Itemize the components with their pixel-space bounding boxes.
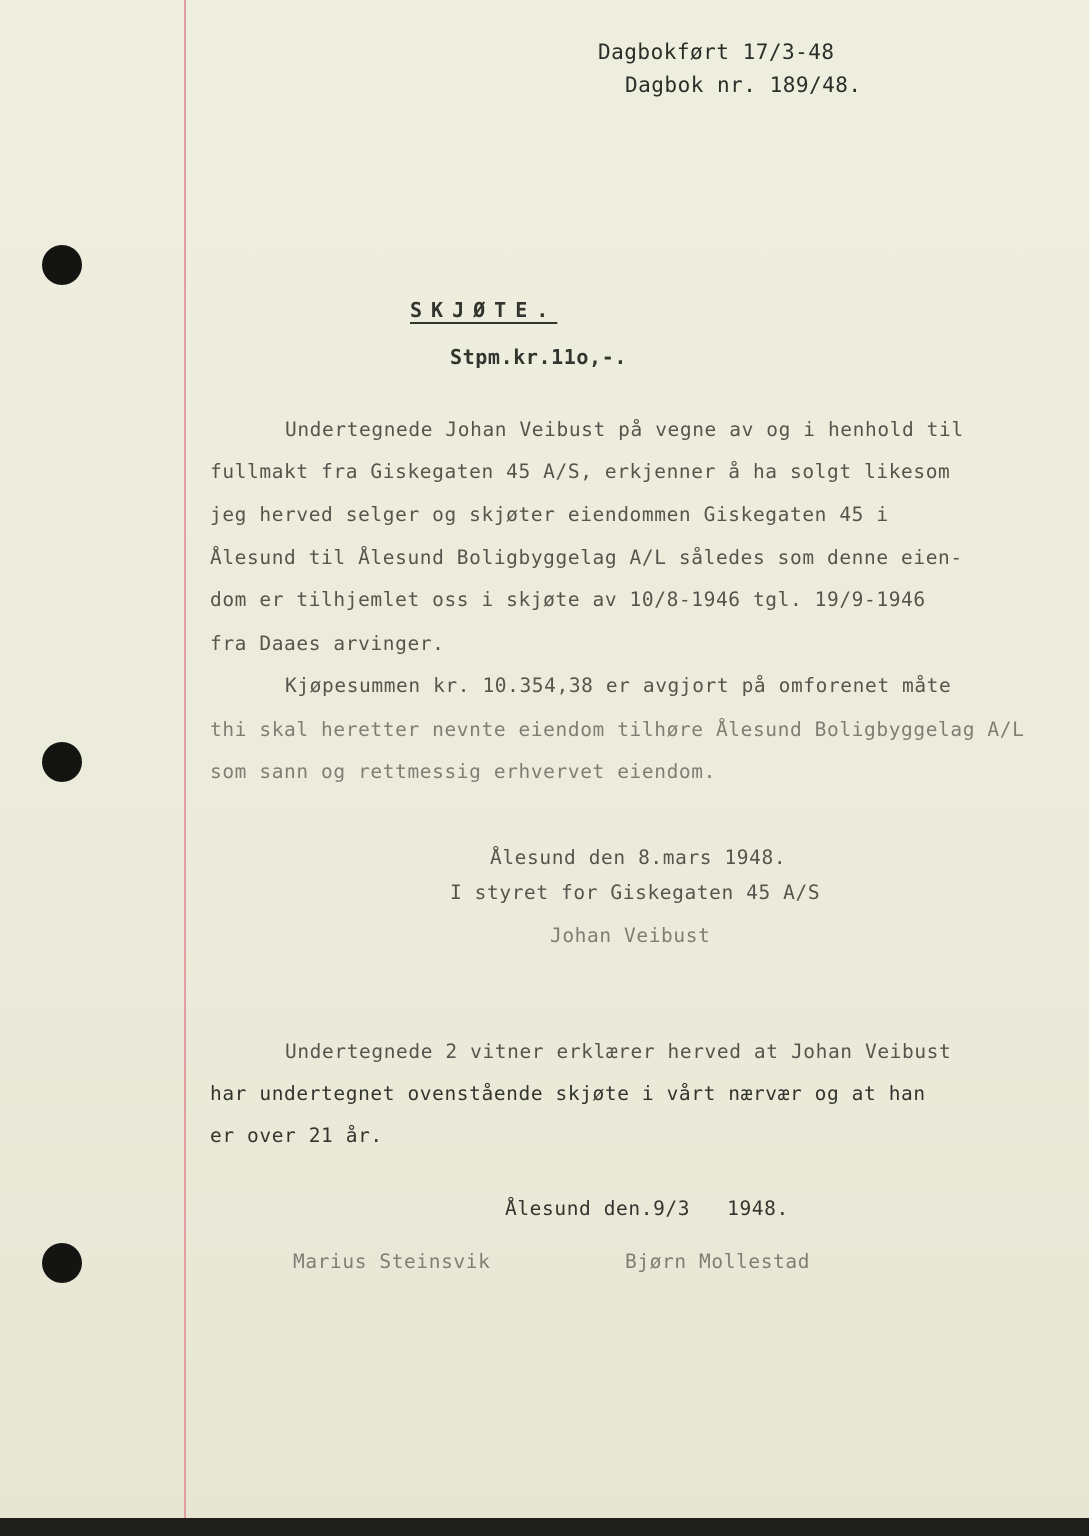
punch-hole-middle [42, 742, 82, 782]
signature-name: Johan Veibust [550, 924, 711, 947]
deed-line-5: dom er tilhjemlet oss i skjøte av 10/8-1946 tgl. 19/9-1946 [210, 588, 926, 611]
punch-hole-bottom [42, 1243, 82, 1283]
deed-line-8: thi skal heretter nevnte eiendom tilhøre Ålesund Boligbyggelag A/L [210, 718, 1025, 741]
witness-1-name: Marius Steinsvik [293, 1250, 491, 1273]
margin-rule [184, 0, 186, 1518]
deed-line-6: fra Daaes arvinger. [210, 632, 445, 655]
witness-place-date: Ålesund den.9/3 1948. [505, 1197, 789, 1220]
deed-line-3: jeg herved selger og skjøter eiendommen Giskegaten 45 i [210, 503, 889, 526]
punch-hole-top [42, 245, 82, 285]
deed-line-7: Kjøpesummen kr. 10.354,38 er avgjort på omforenet måte [285, 674, 952, 697]
stamp-duty: Stpm.kr.11o,-. [450, 345, 627, 369]
signature-capacity: I styret for Giskegaten 45 A/S [450, 881, 821, 904]
witness-line-3: er over 21 år. [210, 1124, 383, 1147]
journal-number-line: Dagbok nr. 189/48. [625, 73, 862, 97]
witness-line-2: har undertegnet ovenstående skjøte i vårt nærvær og at han [210, 1082, 926, 1105]
scan-bottom-edge [0, 1518, 1089, 1536]
signature-place-date: Ålesund den 8.mars 1948. [490, 846, 787, 869]
deed-line-2: fullmakt fra Giskegaten 45 A/S, erkjenner å ha solgt likesom [210, 460, 951, 483]
journal-entry-line: Dagbokført 17/3-48 [598, 40, 835, 64]
deed-line-9: som sann og rettmessig erhvervet eiendom. [210, 760, 716, 783]
witness-2-name: Bjørn Mollestad [625, 1250, 811, 1273]
deed-line-4: Ålesund til Ålesund Boligbyggelag A/L således som denne eien- [210, 546, 963, 569]
document-title: SKJØTE. [410, 298, 558, 322]
witness-line-1: Undertegnede 2 vitner erklærer herved at Johan Veibust [285, 1040, 952, 1063]
deed-line-1: Undertegnede Johan Veibust på vegne av og i henhold til [285, 418, 964, 441]
